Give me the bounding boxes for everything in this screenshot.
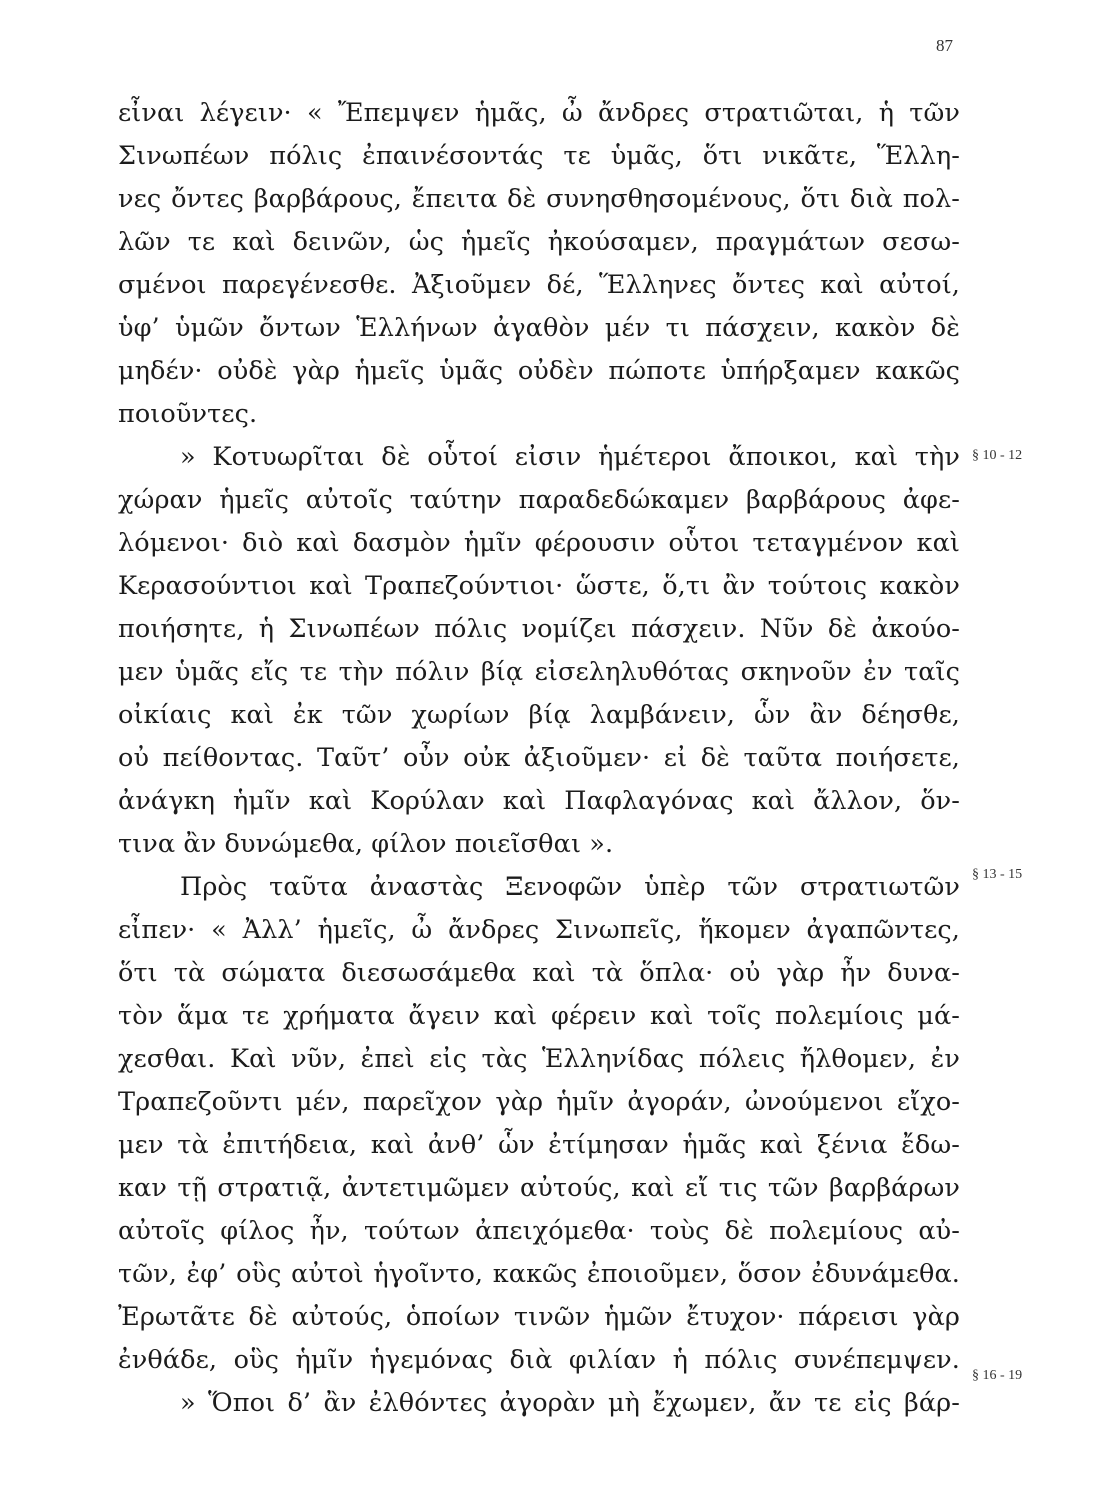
text-line: χώραν ἡμεῖς αὐτοῖς ταύτην παραδεδώκαμεν βαρβάρους ἀφε-: [118, 485, 960, 515]
text-line: καν τῇ στρατιᾷ, ἀντετιμῶμεν αὐτούς, καὶ εἴ τις τῶν βαρβάρων: [118, 1173, 960, 1203]
text-line: λῶν τε καὶ δεινῶν, ὡς ἡμεῖς ἠκούσαμεν, πραγμάτων σεσω-: [118, 227, 960, 257]
text-line: τινα ἂν δυνώμεθα, φίλον ποιεῖσθαι ».: [118, 829, 614, 859]
text-line: ἀνάγκη ἡμῖν καὶ Κορύλαν καὶ Παφλαγόνας καὶ ἄλλον, ὅν-: [118, 786, 960, 816]
text-line: εἶναι λέγειν· « Ἔπεμψεν ἡμᾶς, ὦ ἄνδρες στρατιῶται, ἡ τῶν: [118, 98, 960, 128]
text-line: ποιήσητε, ἡ Σινωπέων πόλις νομίζει πάσχειν. Νῦν δὲ ἀκούο-: [118, 614, 960, 644]
text-line: Σινωπέων πόλις ἐπαινέσοντάς τε ὑμᾶς, ὅτι νικᾶτε, Ἕλλη-: [118, 141, 960, 171]
text-line: αὐτοῖς φίλος ἦν, τούτων ἀπειχόμεθα· τοὺς δὲ πολεμίους αὐ-: [118, 1216, 960, 1246]
margin-section-ref: § 13 - 15: [972, 867, 1023, 882]
paragraph-start-line: » Ὅποι δ’ ἂν ἐλθόντες ἀγορὰν μὴ ἔχωμεν, ἄν τε εἰς βάρ-: [180, 1388, 960, 1418]
text-line: ὑφ’ ὑμῶν ὄντων Ἑλλήνων ἀγαθὸν μέν τι πάσχειν, κακὸν δὲ: [118, 313, 960, 343]
text-line: χεσθαι. Καὶ νῦν, ἐπεὶ εἰς τὰς Ἑλληνίδας πόλεις ἤλθομεν, ἐν: [118, 1044, 960, 1074]
text-line: σμένοι παρεγένεσθε. Ἀξιοῦμεν δέ, Ἕλληνες ὄντες καὶ αὐτοί,: [118, 270, 960, 300]
text-line: οἰκίαις καὶ ἐκ τῶν χωρίων βίᾳ λαμβάνειν, ὧν ἂν δέησθε,: [118, 700, 960, 730]
text-line: λόμενοι· διὸ καὶ δασμὸν ἡμῖν φέρουσιν οὗτοι τεταγμένον καὶ: [118, 528, 960, 558]
text-line: Ἐρωτᾶτε δὲ αὐτούς, ὁποίων τινῶν ἡμῶν ἔτυχον· πάρεισι γὰρ: [118, 1302, 960, 1332]
text-line: εἶπεν· « Ἀλλ’ ἡμεῖς, ὦ ἄνδρες Σινωπεῖς, ἥκομεν ἀγαπῶντες,: [118, 915, 960, 945]
text-line: τῶν, ἐφ’ οὓς αὐτοὶ ἡγοῖντο, κακῶς ἐποιοῦμεν, ὅσον ἐδυνάμεθα.: [118, 1259, 960, 1289]
text-line: Τραπεζοῦντι μέν, παρεῖχον γὰρ ἡμῖν ἀγοράν, ὠνούμενοι εἴχο-: [118, 1087, 960, 1117]
text-line: ποιοῦντες.: [118, 399, 258, 429]
text-line: μεν ὑμᾶς εἴς τε τὴν πόλιν βίᾳ εἰσεληλυθότας σκηνοῦν ἐν ταῖς: [118, 657, 960, 687]
paragraph-start-line: » Κοτυωρῖται δὲ οὗτοί εἰσιν ἡμέτεροι ἄποικοι, καὶ τὴν: [180, 442, 960, 472]
paragraph-start-line: Πρὸς ταῦτα ἀναστὰς Ξενοφῶν ὑπὲρ τῶν στρατιωτῶν: [180, 872, 960, 902]
text-line: τὸν ἅμα τε χρήματα ἄγειν καὶ φέρειν καὶ τοῖς πολεμίοις μά-: [118, 1001, 960, 1031]
body-text: [118, 92, 960, 1425]
text-line: ἐνθάδε, οὓς ἡμῖν ἡγεμόνας διὰ φιλίαν ἡ πόλις συνέπεμψεν.: [118, 1345, 960, 1375]
text-line: οὐ πείθοντας. Ταῦτ’ οὖν οὐκ ἀξιοῦμεν· εἰ δὲ ταῦτα ποιήσετε,: [118, 743, 960, 773]
text-line: νες ὄντες βαρβάρους, ἔπειτα δὲ συνησθησομένους, ὅτι διὰ πολ-: [118, 184, 960, 214]
text-line: ὅτι τὰ σώματα διεσωσάμεθα καὶ τὰ ὅπλα· οὐ γὰρ ἦν δυνα-: [118, 958, 960, 988]
margin-section-ref: § 10 - 12: [972, 448, 1023, 463]
page-number: 87: [936, 36, 953, 55]
text-line: Κερασούντιοι καὶ Τραπεζούντιοι· ὥστε, ὅ,τι ἂν τούτοις κακὸν: [118, 571, 960, 601]
text-line: μηδέν· οὐδὲ γὰρ ἡμεῖς ὑμᾶς οὐδὲν πώποτε ὑπήρξαμεν κακῶς: [118, 356, 960, 386]
margin-section-ref: § 16 - 19: [972, 1368, 1023, 1383]
text-line: μεν τὰ ἐπιτήδεια, καὶ ἀνθ’ ὧν ἐτίμησαν ἡμᾶς καὶ ξένια ἔδω-: [118, 1130, 960, 1160]
